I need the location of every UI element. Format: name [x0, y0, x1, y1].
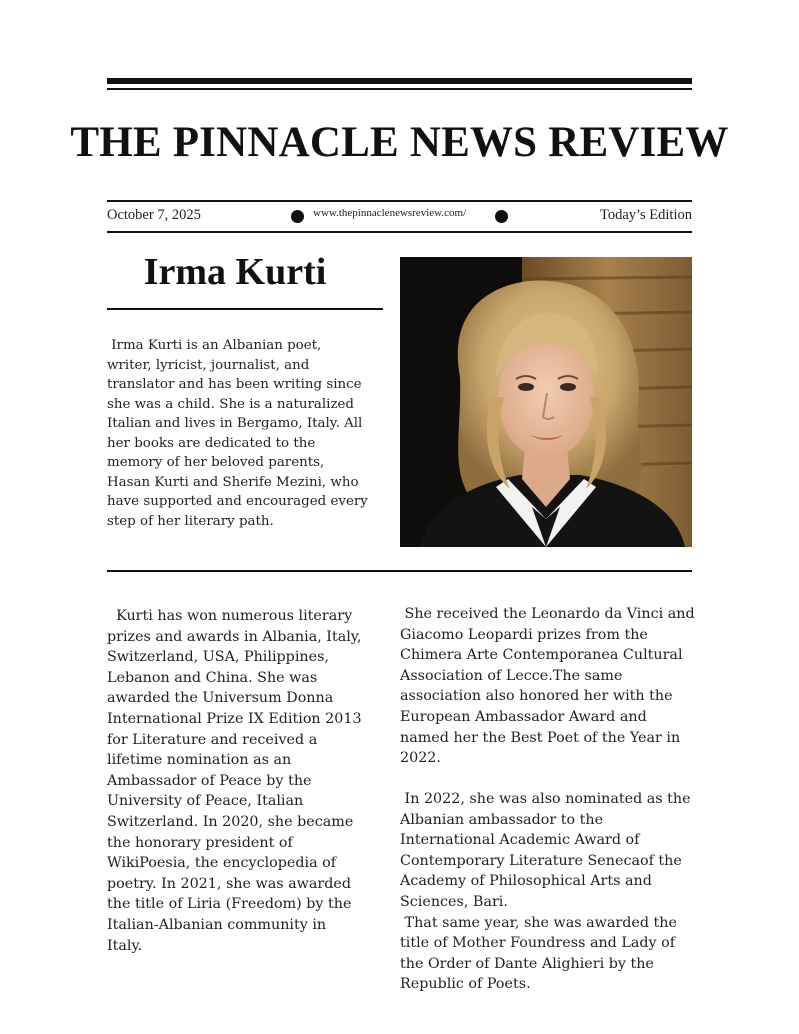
article-column-right-p2: In 2022, she was also nominated as the Albanian ambassador to the International Academic Award of Contemporary Literature Senecaof the Academy of Philosophical Arts and Sciences, Bari. That same year, she was awarded the title of Mother Foundress and Lady of the Order of Dante Alighieri by the Republic of Poets.: [400, 791, 691, 993]
article-headline: Irma Kurti: [143, 251, 327, 293]
issue-date: October 7, 2025: [107, 207, 201, 223]
website-link[interactable]: www.thepinnaclenewsreview.com/: [313, 207, 467, 219]
masthead-rule-thick: [107, 78, 692, 84]
masthead-rule-thin: [107, 88, 692, 90]
bullet-dot-right: [495, 210, 508, 223]
section-divider: [107, 570, 692, 572]
dateline-rule-top: [107, 200, 692, 202]
article-column-right-p1: She received the Leonardo da Vinci and Giacomo Leopardi prizes from the Chimera Arte Contemporanea Cultural Association of Lecce.The same association also honored her with the European Ambassador Award and named her the Best Poet of the Year in 2022.: [400, 606, 695, 767]
article-column-left: Kurti has won numerous literary prizes and awards in Albania, Italy, Switzerland, USA, Philippines, Lebanon and China. She was awarded the Universum Donna International Prize IX Edition 2013 for Literature and received a lifetime nomination as an Ambassador of Peace by the University of Peace, Italian Switzerland. In 2020, she became the honorary president of WikiPoesia, the encyclopedia of poetry. In 2021, she was awarded the title of Liria (Freedom) by the Italian-Albanian community in Italy.: [107, 608, 362, 954]
portrait-photo: [400, 257, 692, 547]
headline-underline: [107, 308, 383, 310]
article-intro: Irma Kurti is an Albanian poet, writer, lyricist, journalist, and translator and has been writing since she was a child. She is a naturalized Italian and lives in Bergamo, Italy. All her books are dedicated to the memory of her beloved parents, Hasan Kurti and Sherife Mezini, who have supported and encouraged every step of her literary path.: [107, 338, 368, 529]
masthead-title: THE PINNACLE NEWS REVIEW: [70, 119, 729, 166]
dateline-rule-bottom: [107, 231, 692, 233]
edition-label: Today’s Edition: [599, 207, 692, 223]
bullet-dot-left: [291, 210, 304, 223]
